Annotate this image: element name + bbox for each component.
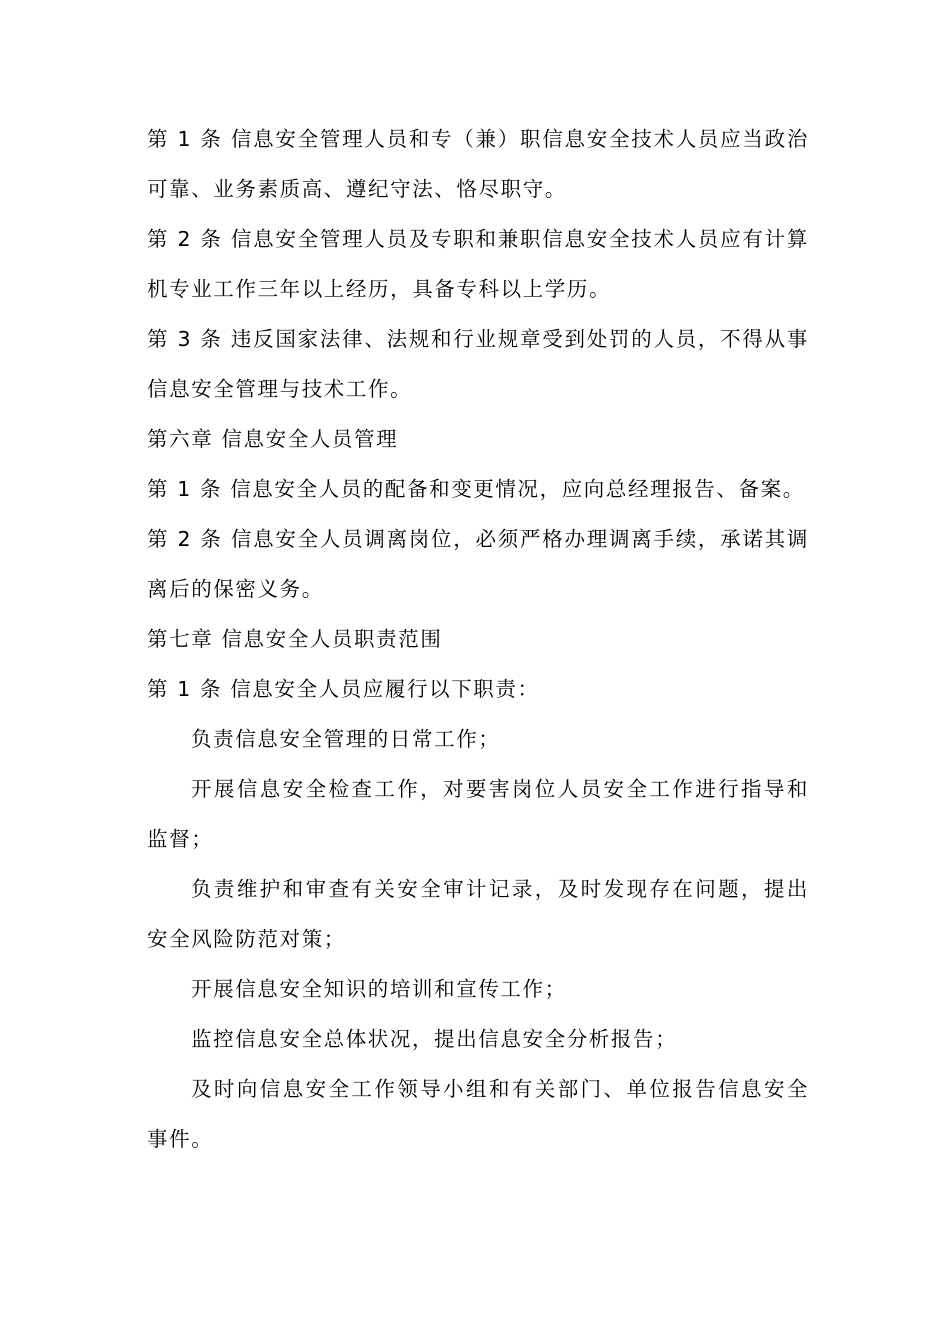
duty-item: 负责维护和审查有关安全审计记录，及时发现存在问题，提出安全风险防范对策； — [147, 877, 809, 951]
duty-item: 开展信息安全检查工作，对要害岗位人员安全工作进行指导和监督； — [147, 777, 809, 851]
duty-item: 监控信息安全总体状况，提出信息安全分析报告； — [191, 1027, 678, 1051]
duty-item: 负责信息安全管理的日常工作； — [191, 727, 501, 751]
duty-item: 及时向信息安全工作领导小组和有关部门、单位报告信息安全事件。 — [147, 1077, 809, 1151]
article-paragraph: 第 2 条 信息安全管理人员及专职和兼职信息安全技术人员应有计算机专业工作三年以上经历，具备专科以上学历。 — [147, 227, 809, 301]
article-paragraph: 第 2 条 信息安全人员调离岗位，必须严格办理调离手续，承诺其调离后的保密义务。 — [147, 527, 809, 601]
article-paragraph: 第 1 条 信息安全人员应履行以下职责： — [147, 677, 540, 701]
article-paragraph: 第 3 条 违反国家法律、法规和行业规章受到处罚的人员，不得从事信息安全管理与技术工作。 — [147, 327, 809, 401]
article-paragraph: 第 1 条 信息安全人员的配备和变更情况，应向总经理报告、备案。 — [147, 477, 805, 501]
document-body — [147, 114, 809, 1164]
chapter-heading: 第六章 信息安全人员管理 — [147, 427, 399, 451]
article-paragraph: 第 1 条 信息安全管理人员和专（兼）职信息安全技术人员应当政治可靠、业务素质高、遵纪守法、恪尽职守。 — [147, 127, 809, 201]
duty-item: 开展信息安全知识的培训和宣传工作； — [191, 977, 567, 1001]
chapter-heading: 第七章 信息安全人员职责范围 — [147, 627, 443, 651]
